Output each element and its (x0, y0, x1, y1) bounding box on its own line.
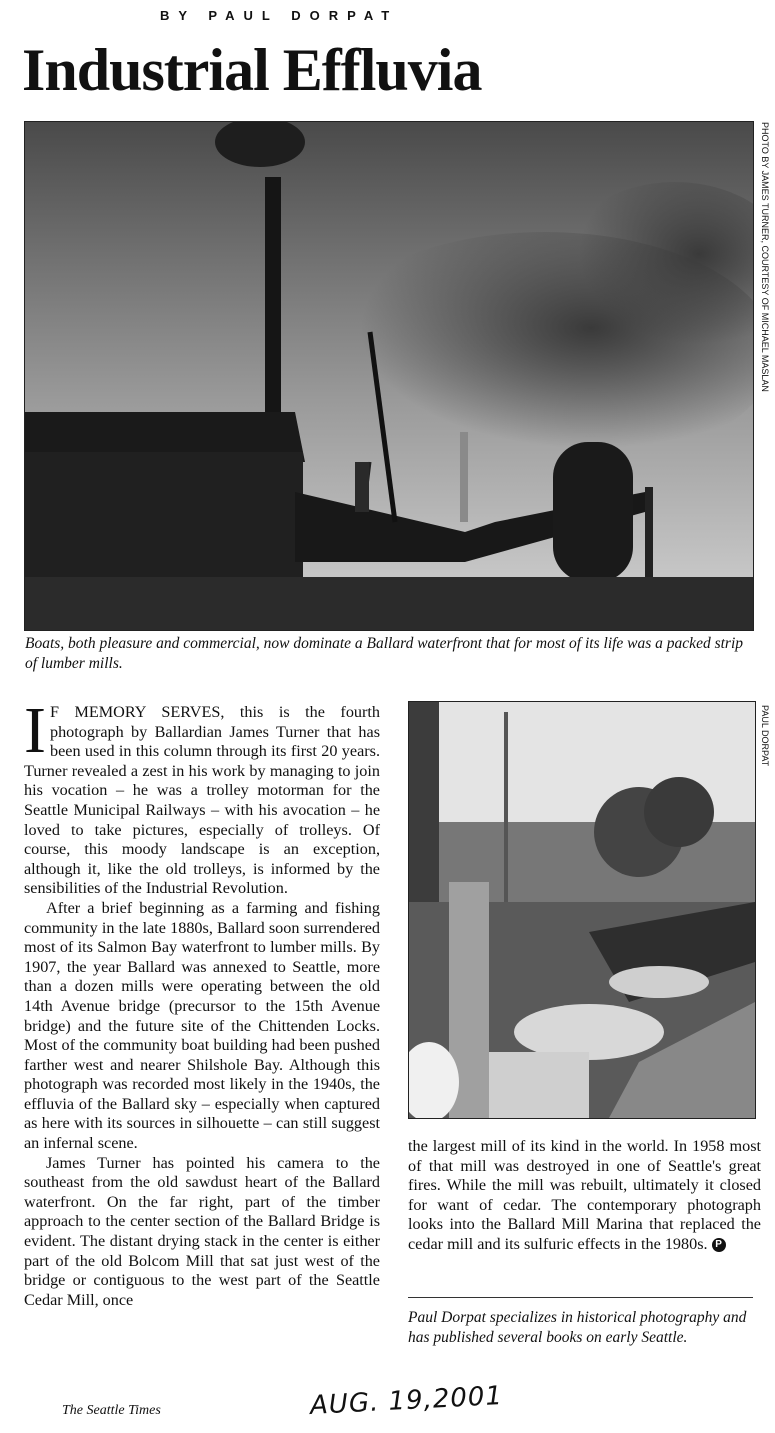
photo-credit: PHOTO BY JAMES TURNER, COURTESY OF MICHAEL MASLAN (760, 122, 770, 392)
end-mark-icon: P (712, 1238, 726, 1252)
byline: BY PAUL DORPAT (160, 8, 399, 23)
article-paragraph-2: After a brief beginning as a farming and fishing community in the late 1880s, Ballard soon surrendered most of its Salmon Bay waterfront to lumber mills. By 1907, the year Ballard was annexed to Seattle, more than a dozen mills were operating between the old 14th Avenue bridge (precursor to the 15th Avenue bridge) and the future site of the Chittenden Locks. Most of the community boat building had been pushed farther west and nearer Shilshole Bay. Although this photograph was recorded most likely in the 1940s, the effluvia of the Ballard sky – especially when captured as here with its sources in silhouette – can still suggest an infernal scene. (24, 898, 380, 1153)
publication-name: The Seattle Times (62, 1403, 161, 1418)
article-paragraph-3: James Turner has pointed his camera to the southeast from the old sawdust heart of the Ballard waterfront. On the far right, part of the timber approach to the center section of the Ballard Bridge is evident. The distant drying stack in the center is either part of the old Bolcom Mill that sat just west of the bridge or contiguous to the west part of the Seattle Cedar Mill, once (24, 1153, 380, 1309)
mill-silhouette-illustration (25, 122, 753, 630)
photo-caption: Boats, both pleasure and commercial, now dominate a Ballard waterfront that for most of its life was a packed strip of lumber mills. (25, 635, 743, 672)
headline: Industrial Effluvia (22, 37, 482, 103)
marina-photo (408, 701, 756, 1119)
author-bio: Paul Dorpat specializes in historical photography and has published several books on early Seattle. (408, 1297, 753, 1348)
marina-photo-credit: PAUL DORPAT (760, 705, 770, 767)
article-column-right (408, 1137, 761, 1255)
drop-cap: I (24, 694, 46, 767)
article-column-left (24, 694, 380, 1310)
historic-mill-photo (24, 121, 754, 631)
handwritten-date: AUG. 19,2001 (309, 1380, 504, 1422)
marina-illustration (409, 702, 755, 1118)
article-paragraph-1: I F MEMORY SERVES, this is the fourth photograph by Ballardian James Turner that has been used in this column through its first 20 years. Turner revealed a zest in his work by managing to join his vocation – he was a trolley motorman for the Seattle Municipal Railways – with his avocation – he loved to take pictures, especially of trolleys. Of course, this moody landscape is an exception, although it, like the old trolleys, is informed by the sensibilities of the Industrial Revolution. (24, 694, 380, 898)
article-paragraph-4: the largest mill of its kind in the world. In 1958 most of that mill was destroyed in one of Seattle's great fires. While the mill was rebuilt, ultimately it closed for want of cedar. The contemporary photograph looks into the Ballard Mill Marina that replaced the cedar mill and its sulfuric effects in the 1980s. P (408, 1137, 761, 1253)
